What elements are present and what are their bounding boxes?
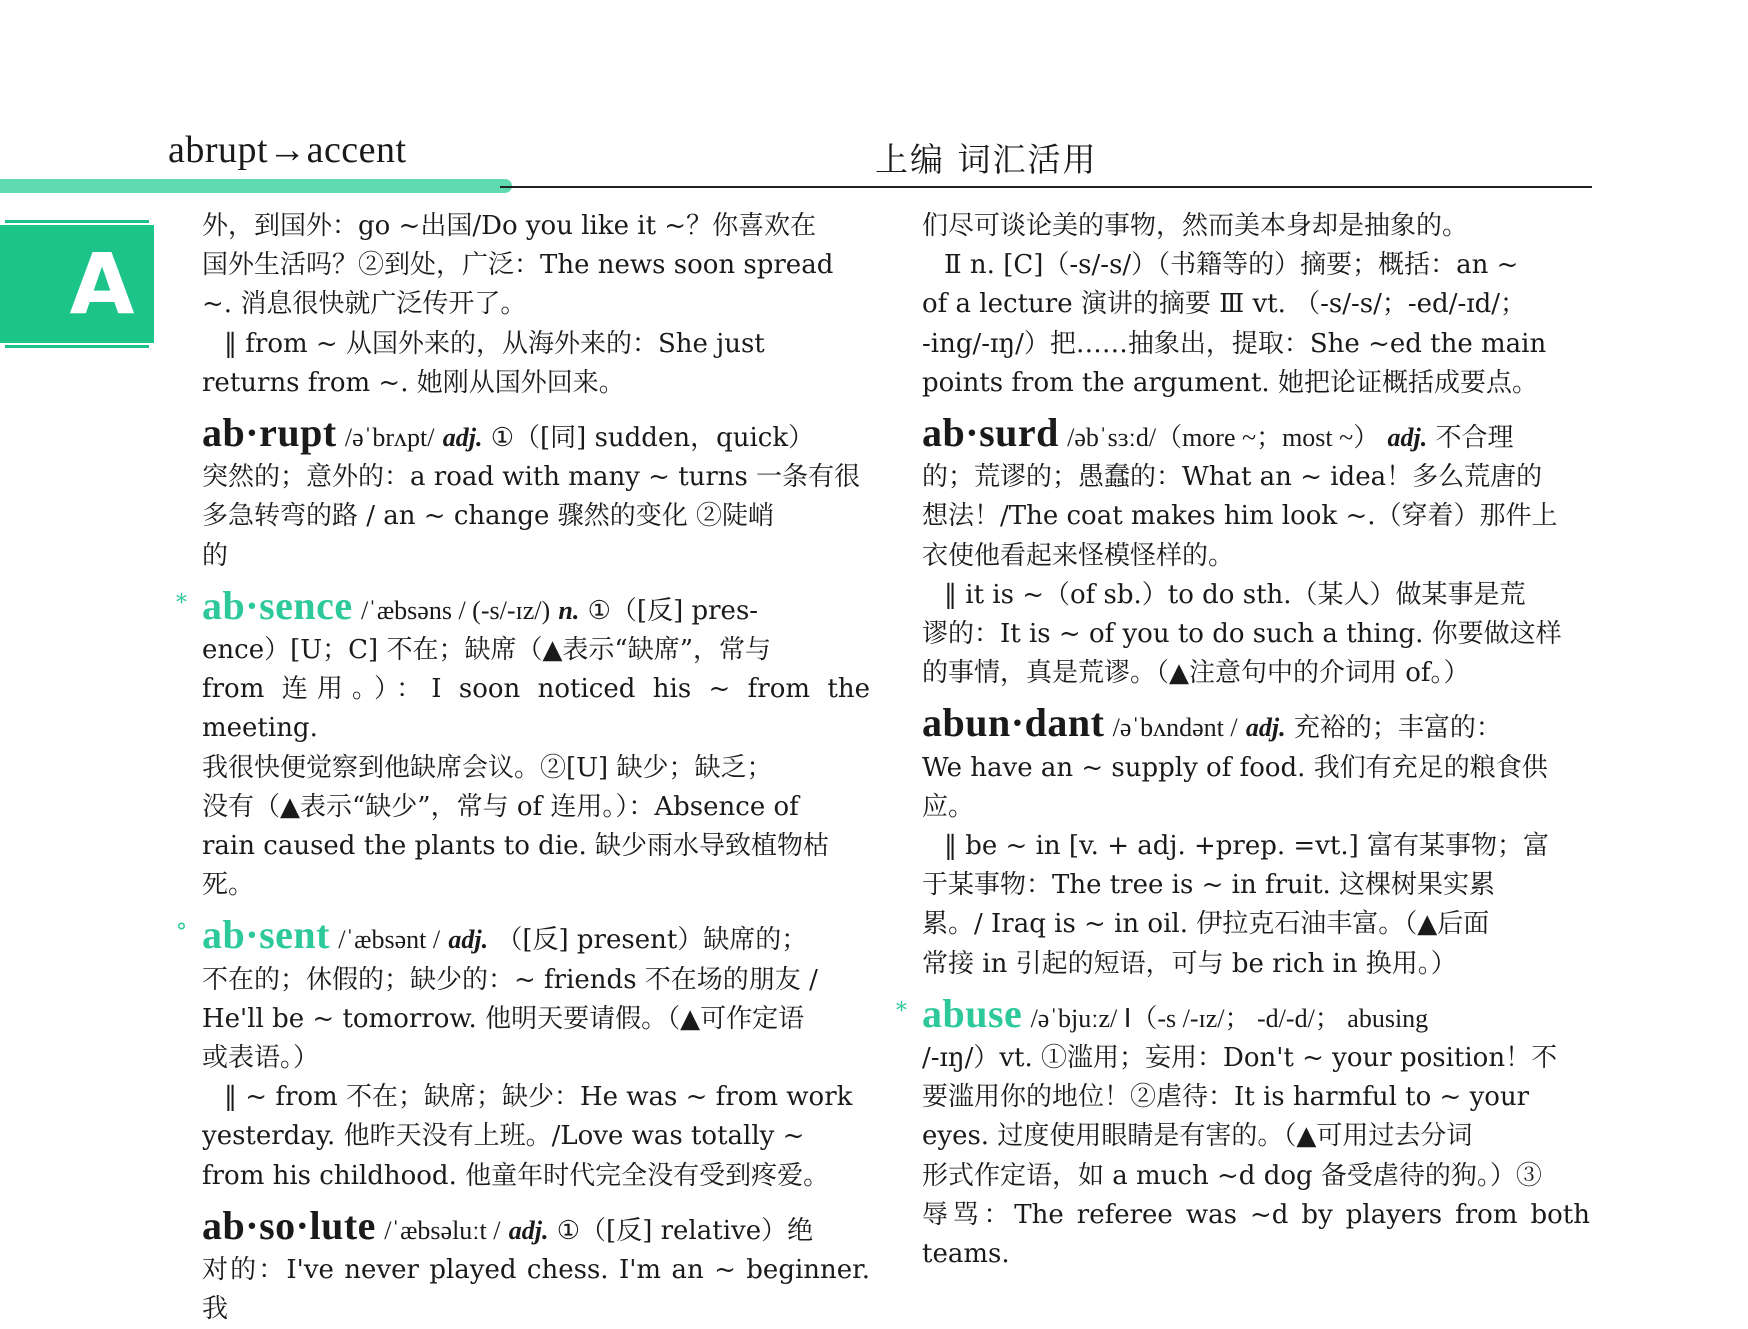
phrase-line: ‖ ~ from 不在；缺席；缺少：He was ~ from work [224, 1082, 853, 1113]
text-line: 或表语。） [202, 1043, 320, 1074]
text-line: 辱骂：The referee was ~d by players from both teams. [922, 1199, 1590, 1270]
text-line: 死。 [202, 870, 255, 901]
text-line: 累。/ Iraq is ~ in oil. 伊拉克石油丰富。（▲后面 [922, 909, 1490, 940]
definition-text: （[反] present）缺席的； [496, 925, 808, 956]
text-line: of a lecture 演讲的摘要 Ⅲ vt. （-s/-s/；-ed/-ɪd/； [922, 289, 1526, 320]
text-line: ence）[U；C] 不在；缺席（▲表示“缺席”，常与 [202, 635, 772, 666]
pronunciation: /ˈæbsənt / [338, 925, 441, 955]
entry-abundant [922, 700, 1590, 983]
definition-text: ①（[反] relative）绝 [556, 1215, 814, 1246]
letter-tab-label: A [69, 235, 135, 333]
text-line: 应。 [922, 791, 975, 822]
right-column [896, 207, 1590, 1274]
definition-text: 充裕的；丰富的： [1293, 713, 1502, 744]
pronunciation: /ˈæbsəluːt / [384, 1215, 501, 1245]
part-of-speech: adj. [1387, 423, 1428, 453]
running-head-section: 上编 词汇活用 [875, 140, 1098, 179]
text-line: 谬的：It is ~ of you to do such a thing. 你要做这样 [922, 619, 1562, 650]
entry-absent [176, 912, 870, 1195]
headword: abun·dant [922, 700, 1105, 746]
phrase-line: ‖ be ~ in [v. + adj. +prep. =vt.] 富有某事物；富 [944, 831, 1550, 862]
frequency-star-icon: * [176, 590, 187, 616]
continued-entry [202, 207, 870, 403]
headword: ab·surd [922, 410, 1059, 456]
text-line: 形式作定语，如 a much ~d dog 备受虐待的狗。）③ [922, 1160, 1542, 1191]
text-line: 常接 in 引起的短语，可与 be rich in 换用。） [922, 948, 1457, 979]
headword: ab·sent [202, 912, 330, 958]
headword: ab·sence [202, 582, 353, 628]
text-line: 想法！/The coat makes him look ~.（穿着）那件上 [922, 501, 1558, 532]
running-head-range: abrupt→accent [168, 129, 407, 171]
entry-abrupt [202, 410, 870, 576]
text-line: 不在的；休假的；缺少的：~ friends 不在场的朋友 / [202, 964, 818, 995]
entry-first-line [922, 410, 1590, 458]
entry-first-line [202, 410, 870, 458]
text-line: 衣使他看起来怪模怪样的。 [922, 540, 1235, 571]
frequency-circle-icon: ° [176, 920, 187, 946]
continued-entry [922, 207, 1590, 403]
frequency-star-icon: * [896, 998, 907, 1024]
entry-first-line [922, 700, 1590, 748]
entry-first-line [202, 912, 870, 960]
text-line: from his childhood. 他童年时代完全没有受到疼爱。 [202, 1160, 830, 1191]
pronunciation: /ˈæbsəns / (-s/-ɪz/) [360, 595, 551, 625]
text-line: ~. 消息很快就广泛传开了。 [202, 289, 527, 320]
definition-text: 不合理 [1435, 423, 1514, 454]
part-of-speech: adj. [448, 925, 489, 955]
text-line: 多急转弯的路 / an ~ change 骤然的变化 ②陡峭 [202, 501, 774, 532]
entry-first-line [202, 582, 870, 631]
text-line: 我很快便觉察到他缺席会议。②[U] 缺少；缺乏； [202, 752, 773, 783]
entry-abuse [896, 990, 1590, 1274]
entry-first-line [922, 990, 1590, 1039]
text-line: eyes. 过度使用眼睛是有害的。（▲可用过去分词 [922, 1121, 1473, 1152]
headword: ab·so·lute [202, 1202, 376, 1248]
part-of-speech: n. [558, 595, 580, 625]
entry-absurd [922, 410, 1590, 693]
phrase-line: ‖ from ~ 从国外来的，从海外来的：She just [224, 328, 765, 359]
text-line: 没有（▲表示“缺少”，常与 of 连用。）：Absence of [202, 791, 799, 822]
text-line: 的事情，真是荒谬。（▲注意句中的介词用 of。） [922, 658, 1470, 689]
text-line: 于某事物：The tree is ~ in fruit. 这棵树果实累 [922, 870, 1496, 901]
definition-text: ①（[反] pres- [587, 595, 759, 626]
letter-thumb-tab [0, 223, 154, 345]
headword: abuse [922, 990, 1023, 1036]
text-line: He'll be ~ tomorrow. 他明天要请假。（▲可作定语 [202, 1003, 805, 1034]
text-line: We have an ~ supply of food. 我们有充足的粮食供 [922, 752, 1548, 783]
definition-text: ①（[同] sudden，quick） [490, 423, 815, 454]
pronunciation: /əbˈsɜːd/（more ~；most ~） [1067, 423, 1380, 453]
text-line: 突然的；意外的：a road with many ~ turns 一条有很 [202, 462, 861, 493]
header-rule [500, 186, 1592, 188]
text-line: /-ɪŋ/）vt. ①滥用；妄用：Don't ~ your position！不 [922, 1043, 1558, 1074]
phrase-line: ‖ it is ~（of sb.）to do sth.（某人）做某事是荒 [944, 579, 1526, 610]
text-line: 要滥用你的地位！②虐待：It is harmful to ~ your [922, 1082, 1530, 1113]
part-of-speech: adj. [508, 1215, 549, 1245]
entry-absolute [202, 1202, 870, 1329]
text-line: rain caused the plants to die. 缺少雨水导致植物枯 [202, 831, 830, 862]
entry-absence [176, 582, 870, 906]
text-line: returns from ~. 她刚从国外回来。 [202, 367, 625, 398]
part-of-speech: adj. [1245, 713, 1286, 743]
text-line: 们尽可谈论美的事物，然而美本身却是抽象的。 [922, 211, 1469, 241]
entry-first-line [202, 1202, 870, 1251]
header-accent-bar [0, 179, 512, 193]
text-line: 的；荒谬的；愚蠢的：What an ~ idea！多么荒唐的 [922, 462, 1543, 493]
pronunciation: /əˈbrʌpt/ [344, 423, 435, 453]
text-line: 的 [202, 540, 229, 571]
left-column [176, 207, 870, 1329]
part-of-speech: adj. [442, 423, 483, 453]
text-line: 外，到国外：go ~出国/Do you like it ~？你喜欢在 [202, 211, 817, 241]
pronunciation: /əˈbjuːz/ Ⅰ（-s /-ɪz/； -d/-d/； abusing [1030, 1003, 1429, 1033]
text-line: from 连用。）：I soon noticed his ~ from the meeting. [202, 674, 870, 744]
text-line: -ing/-ɪŋ/）把……抽象出，提取：She ~ed the main [922, 328, 1547, 359]
text-line: yesterday. 他昨天没有上班。/Love was totally ~ [202, 1121, 805, 1152]
headword: ab·rupt [202, 410, 337, 456]
text-line: 对的：I've never played chess. I'm an ~ beginner. 我 [202, 1255, 870, 1325]
text-line: 国外生活吗？②到处，广泛：The news soon spread [202, 250, 834, 281]
pronunciation: /əˈbʌndənt / [1112, 713, 1238, 743]
text-line: points from the argument. 她把论证概括成要点。 [922, 367, 1538, 398]
sense-line: Ⅱ n. [C]（-s/-s/）（书籍等的）摘要；概括：an ~ [944, 250, 1519, 281]
